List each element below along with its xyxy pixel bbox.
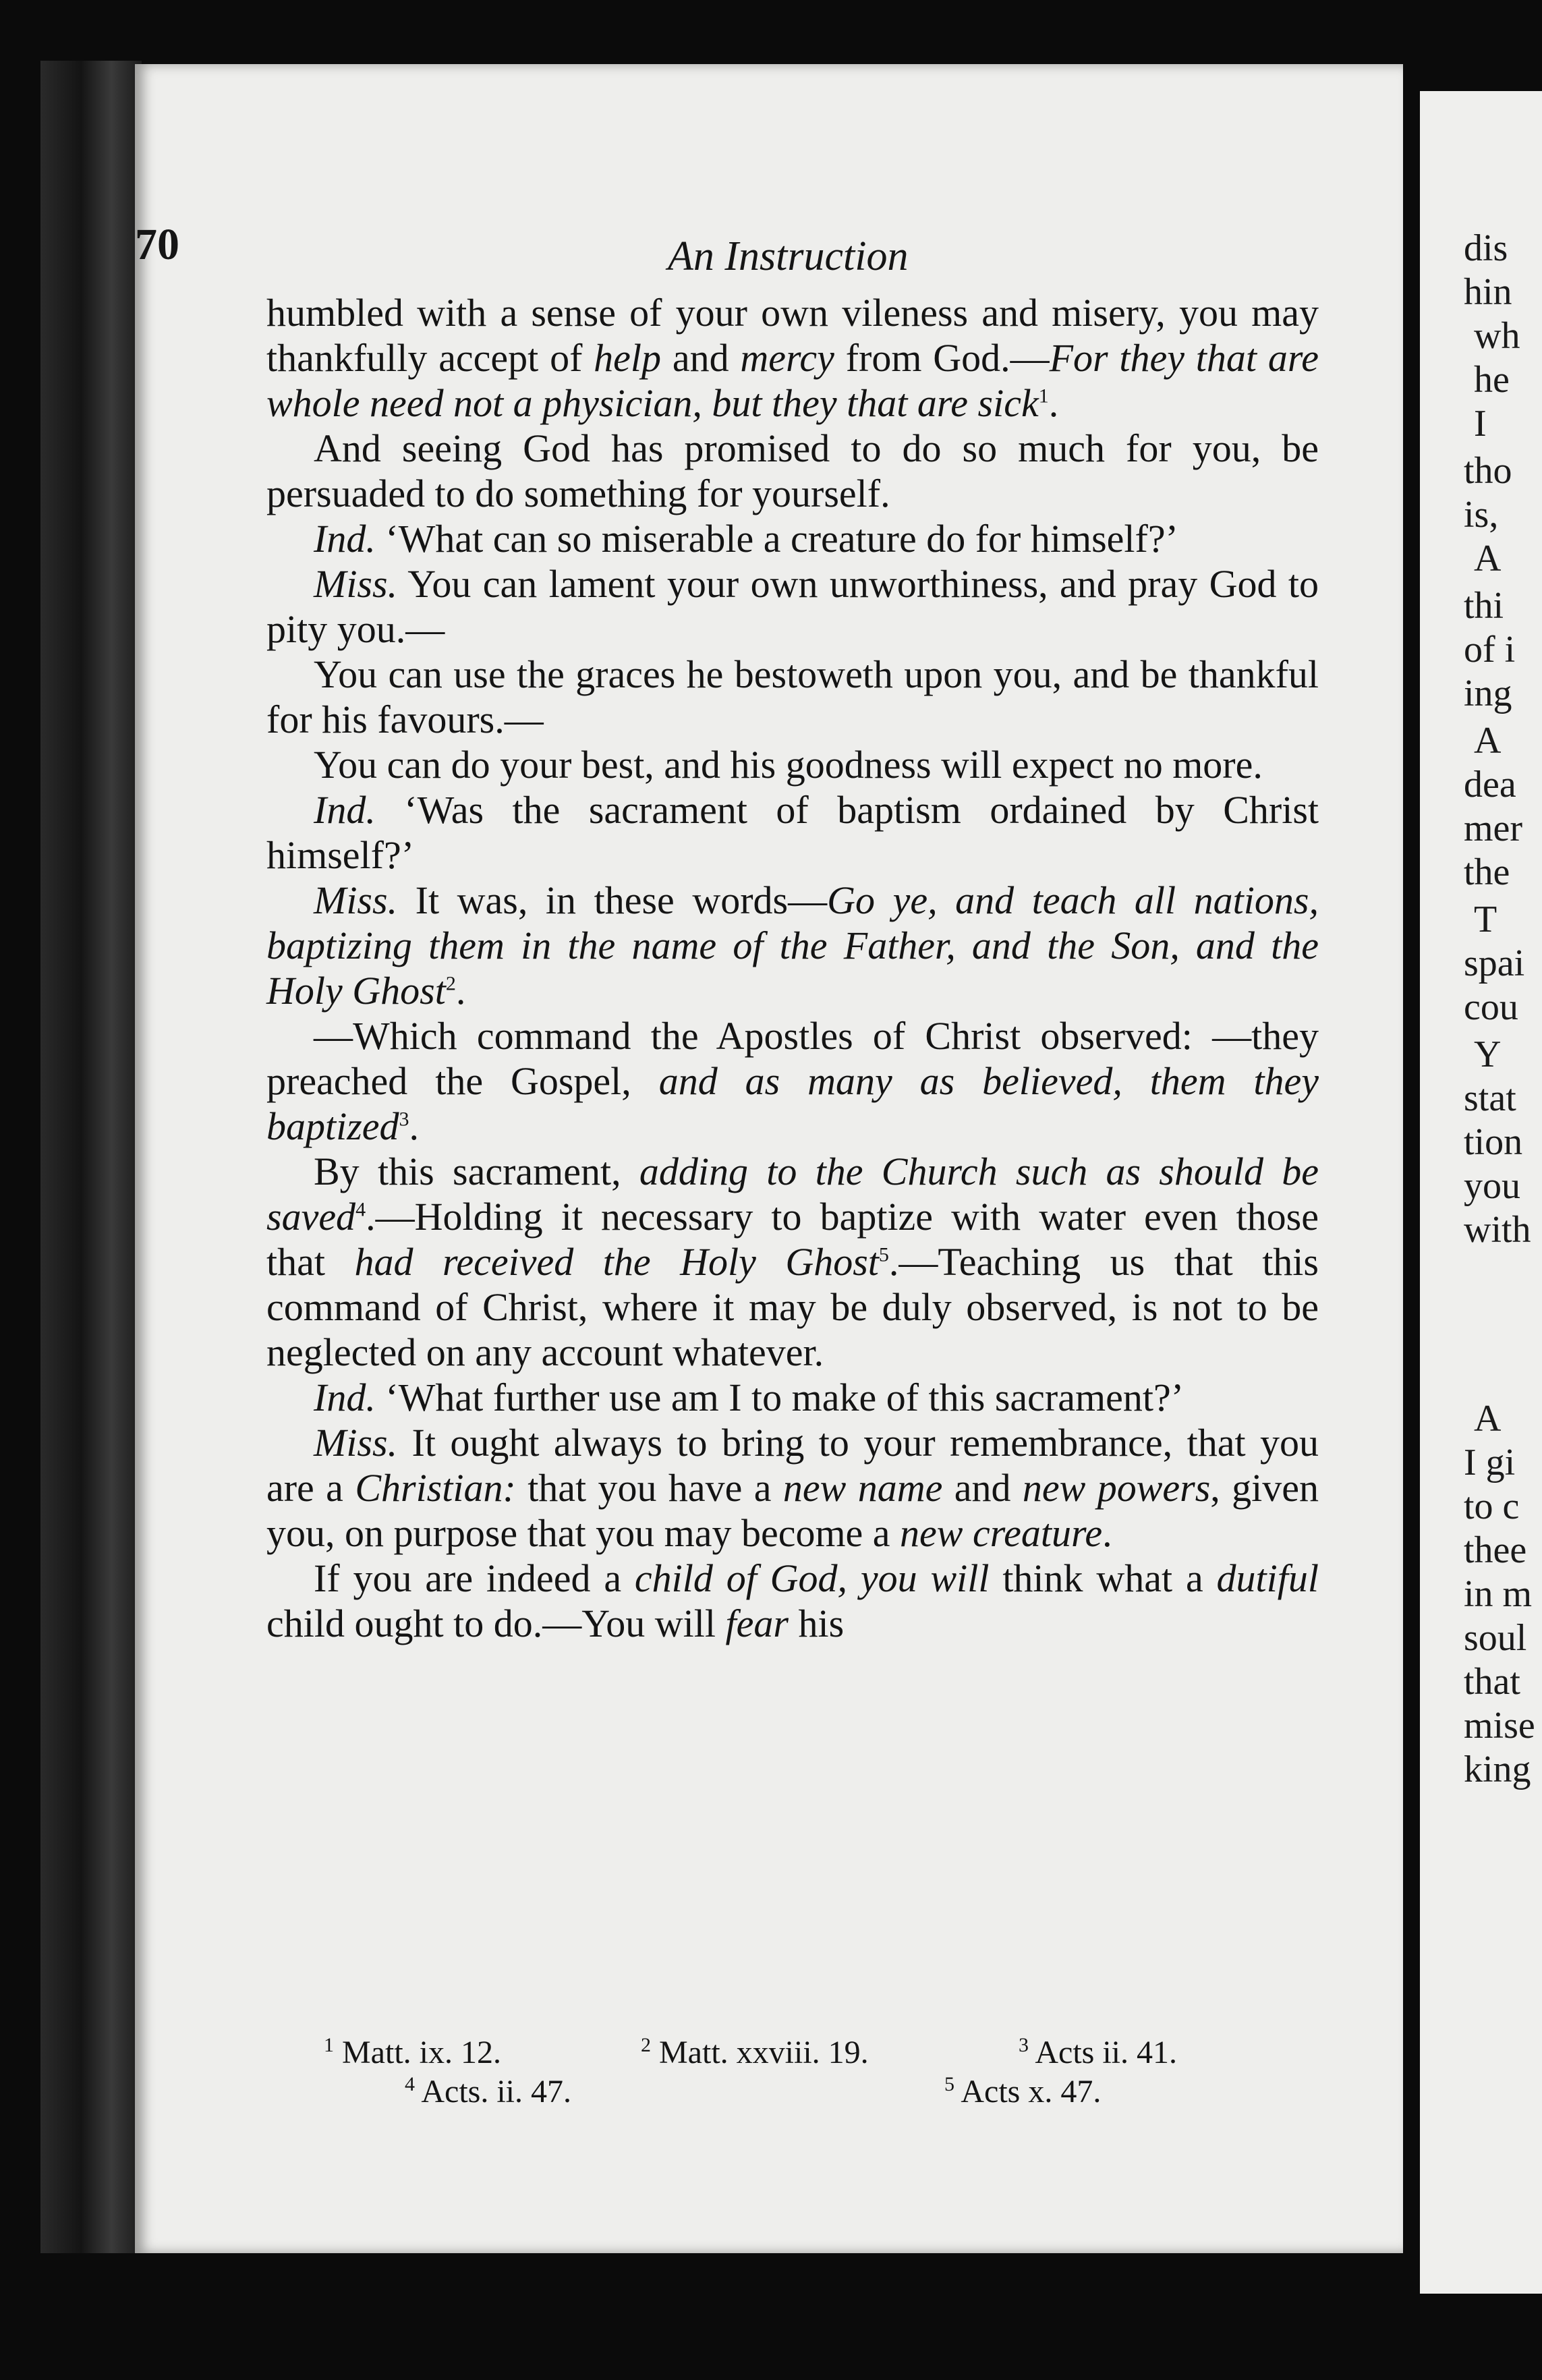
text-run: By this sacrament, [314,1150,639,1193]
text-run: fear [725,1602,789,1645]
text-run: It was, in these words— [397,878,828,922]
text-run: Miss. [314,878,398,922]
text-run: And seeing God has promised to do so much for you, be persuaded to do something for yourself. [266,426,1319,515]
footnote-2: $^2$ Matt. xxviii. 19. [641,2034,869,2070]
paragraph [266,1149,1319,1375]
text-run: Miss. [314,1421,398,1465]
paragraph [266,1556,1319,1646]
facing-page-fragment: cou [1464,986,1518,1028]
text-run: child of God, you will [634,1556,990,1600]
facing-page-fragment: wh [1474,315,1520,357]
facing-page-fragment: A [1474,1398,1502,1440]
facing-page-fragment: soul [1464,1617,1527,1659]
facing-page-fragment: mer [1464,808,1523,849]
text-run: child ought to do.—You will [266,1602,726,1645]
footnote-3: $^3$ Acts ii. 41. [1019,2034,1178,2070]
text-run: Christian: [355,1466,516,1510]
text-run: ‘Was the sacrament of baptism ordained by Christ himself?’ [266,788,1319,877]
facing-page-fragment: dea [1464,764,1516,805]
paragraph [266,878,1319,1013]
page-number: 70 [135,220,179,269]
text-run: You can use the graces he bestoweth upon you, and be thankful for his favours.— [266,652,1319,741]
text-run: new name [782,1466,943,1510]
facing-page-fragment: A [1474,720,1502,762]
paragraph [266,561,1319,652]
paragraph [266,1420,1319,1556]
footnote-5: $^5$ Acts x. 47. [944,2073,1102,2109]
paragraph [266,787,1319,878]
footnote-1: $^1$ Matt. ix. 12. [324,2034,501,2070]
footnotes [324,2034,1302,2112]
text-run: from God.— [834,336,1050,380]
text-run: and as many as believed, them they baptized [266,1059,1319,1148]
footnote-marker: 1 [1038,385,1049,407]
facing-page-fragment: hin [1464,271,1512,313]
text-run: Go ye, and teach all nations, baptizing them in the name of the Father, and the Son, and the Holy Ghost [266,878,1319,1013]
facing-page-fragment: I [1474,403,1487,445]
paragraph [266,516,1319,561]
text-run: .—Teaching us that this command of Christ, where it may be duly observed, is not to be neglected on any account whatever. [266,1240,1319,1374]
facing-page-fragment: Y [1474,1033,1502,1075]
paragraph [266,290,1319,426]
text-run: mercy [740,336,834,380]
facing-page-fragment: I gi [1464,1442,1516,1483]
facing-page-fragment: of i [1464,629,1516,671]
footnote-marker: 5 [878,1243,889,1266]
book-spine [40,61,142,2253]
paragraph [266,426,1319,516]
facing-page-fragment: that [1464,1661,1520,1703]
facing-page-fragment: spai [1464,942,1525,984]
facing-page-edge [1420,91,1542,2294]
text-run: new creature [900,1511,1103,1555]
facing-page-fragment: tion [1464,1121,1523,1163]
facing-page-fragment: thi [1464,585,1504,627]
text-run: . [1048,381,1059,425]
paragraph [266,1013,1319,1149]
body-text [266,290,1319,1646]
paragraph [266,1375,1319,1420]
footnote-marker: 3 [399,1108,409,1131]
text-run: Miss. [314,562,398,606]
footnote-row-2 [324,2073,1302,2112]
text-run: help [594,336,662,380]
facing-page-fragment: thee [1464,1529,1527,1571]
text-run: dutiful [1216,1556,1319,1600]
text-run: Ind. [314,788,376,832]
text-run: Ind. [314,1376,376,1419]
text-run: . [1102,1511,1112,1555]
facing-page-fragment: ing [1464,673,1512,714]
text-run: , given you, on purpose that you may become a [266,1466,1319,1555]
text-run: You can lament your own unworthiness, and pray God to pity you.— [266,562,1319,651]
text-run: adding to the Church such as should be saved [266,1150,1319,1239]
paragraph [266,652,1319,742]
facing-page-fragment: A [1474,538,1502,579]
paragraph [266,742,1319,787]
facing-page-fragment: king [1464,1749,1531,1790]
text-run: If you are indeed a [314,1556,635,1600]
facing-page-fragment: in m [1464,1573,1533,1615]
facing-page-fragment: T [1474,899,1497,940]
text-run: and [661,336,741,380]
facing-page-fragment: stat [1464,1077,1516,1119]
text-run: that you have a [515,1466,783,1510]
footnote-row-1 [324,2034,1302,2073]
text-run: . [409,1104,420,1148]
facing-page-fragment: mise [1464,1705,1535,1747]
text-run: had received the Holy Ghost [354,1240,879,1284]
facing-page-fragment: dis [1464,227,1508,269]
text-run: ‘What can so miserable a creature do for himself?’ [375,517,1178,561]
text-run: new powers [1022,1466,1211,1510]
footnote-marker: 2 [445,972,456,995]
text-run: It ought always to bring to your remembrance, that you are a [266,1421,1319,1510]
text-run: —Which command the Apostles of Christ observed: —they preached the Gospel, [266,1014,1319,1103]
facing-page-fragment: he [1474,359,1510,401]
footnote-4: $^4$ Acts. ii. 47. [405,2073,572,2109]
facing-page-fragment: to c [1464,1485,1520,1527]
running-head: An Instruction [668,233,909,279]
facing-page-fragment: you [1464,1165,1520,1207]
text-run: . [455,969,466,1013]
text-run: For they that are whole need not a physician, but they that are sick [266,336,1319,425]
text-run: .—Holding it necessary to baptize with water even those that [266,1195,1319,1284]
text-run: his [788,1602,845,1645]
text-run: ‘What further use am I to make of this sacrament?’ [375,1376,1184,1419]
text-run: think what a [989,1556,1217,1600]
text-run: Ind. [314,517,376,561]
text-run: You can do your best, and his goodness will expect no more. [314,743,1263,787]
text-run: and [942,1466,1023,1510]
facing-page-fragment: with [1464,1209,1531,1251]
text-run: humbled with a sense of your own vileness and misery, you may thankfully accept of [266,291,1319,380]
facing-page-fragment: is, [1464,494,1499,536]
facing-page-fragment: the [1464,851,1510,893]
footnote-marker: 4 [355,1198,366,1221]
facing-page-fragment: tho [1464,450,1512,492]
